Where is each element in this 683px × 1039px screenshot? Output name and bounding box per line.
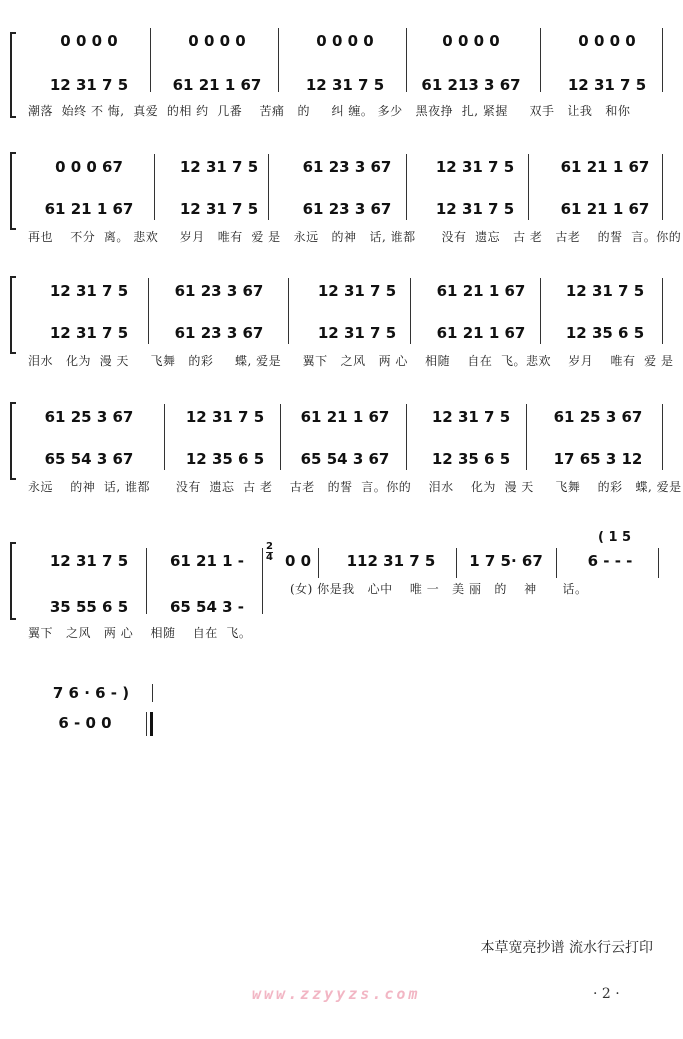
barline	[288, 278, 289, 344]
measure: 61 23 3 67	[174, 324, 264, 342]
lyrics-line: 翼下 之风 两 心 相随 自在 飞。	[28, 626, 252, 640]
measure: 12 31 7 5	[49, 324, 129, 342]
measure: 12 31 7 5	[49, 552, 129, 570]
barline	[662, 404, 663, 470]
measure: 0 0 0 0	[60, 32, 118, 50]
solo-lyrics: (女) 你是我 心中 唯 一 美 丽 的 神 话。	[290, 582, 588, 596]
system-brace	[10, 402, 16, 480]
barline	[280, 404, 281, 470]
barline	[528, 154, 529, 220]
measure: 0 0 0 67	[55, 158, 123, 176]
voice-lower	[20, 712, 170, 738]
barline	[662, 278, 663, 344]
measure: 6 - - -	[587, 552, 633, 570]
barline	[164, 404, 165, 470]
measure: 12 31 7 5	[49, 282, 129, 300]
barline	[658, 548, 659, 578]
measure: 12 31 7 5	[49, 76, 129, 94]
barline	[154, 154, 155, 220]
barline	[456, 548, 457, 578]
barline	[152, 684, 153, 702]
barline	[268, 154, 269, 220]
voice-upper	[20, 406, 660, 432]
barline	[146, 712, 147, 736]
voice-upper	[20, 682, 170, 708]
lyrics-line: 泪水 化为 漫 天 飞舞 的彩 蝶, 爱是 翼下 之风 两 心 相随 自在 飞。悲欢 岁月 唯有 爱 是	[28, 354, 674, 368]
measure: 61 21 1 67	[560, 200, 650, 218]
measure: 17 65 3 12	[553, 450, 643, 468]
measure: 61 25 3 67	[553, 408, 643, 426]
barline	[148, 278, 149, 344]
measure: 12 31 7 5	[317, 282, 397, 300]
measure: 61 21 1 67	[300, 408, 390, 426]
measure: 0 0	[284, 552, 312, 570]
measure: 65 54 3 -	[169, 598, 245, 616]
barline	[410, 278, 411, 344]
measure: 6 - 0 0	[58, 714, 112, 732]
measure: 61 213 3 67	[421, 76, 521, 94]
system-brace	[10, 152, 16, 230]
measure: 61 23 3 67	[302, 200, 392, 218]
final-barline	[150, 712, 153, 736]
measure: 12 31 7 5	[435, 200, 515, 218]
site-watermark: www.zzyyzs.com	[252, 985, 421, 1003]
transcription-credit: 本草宽亮抄谱 流水行云打印	[480, 940, 653, 956]
measure: 12 35 6 5	[565, 324, 645, 342]
measure: 112 31 7 5	[346, 552, 436, 570]
measure: 61 23 3 67	[302, 158, 392, 176]
measure: 12 31 7 5	[565, 282, 645, 300]
barline	[150, 28, 151, 92]
measure: 0 0 0 0	[188, 32, 246, 50]
measure: 61 21 1 67	[44, 200, 134, 218]
measure: 61 21 1 67	[560, 158, 650, 176]
lyrics-line: 再也 不分 离。 悲欢 岁月 唯有 爱 是 永远 的神 话, 谁都 没有 遗忘 古 老 古老 的誓 言。你的	[28, 230, 682, 244]
voice-upper	[20, 30, 660, 56]
voice-lower	[20, 74, 660, 100]
measure: 61 21 1 67	[172, 76, 262, 94]
measure: 1 7 5· 67	[469, 552, 543, 570]
barline	[526, 404, 527, 470]
system-brace	[10, 276, 16, 354]
time-signature: 2 4	[266, 541, 273, 563]
barline	[146, 548, 147, 614]
measure: 12 31 7 5	[431, 408, 511, 426]
voice-lower	[20, 448, 660, 474]
voice-upper	[20, 156, 660, 182]
measure: 65 54 3 67	[44, 450, 134, 468]
voice-upper	[20, 550, 260, 576]
measure: 12 35 6 5	[431, 450, 511, 468]
measure: 65 54 3 67	[300, 450, 390, 468]
barline	[406, 404, 407, 470]
voice-lower	[20, 322, 660, 348]
barline	[406, 28, 407, 92]
voice-lower	[20, 596, 260, 622]
measure: 12 31 7 5	[305, 76, 385, 94]
measure: 0 0 0 0	[578, 32, 636, 50]
measure: 12 31 7 5	[179, 200, 259, 218]
measure: 12 31 7 5	[435, 158, 515, 176]
lyrics-line: 永远 的神 话, 谁都 没有 遗忘 古 老 古老 的誓 言。你的 泪水 化为 漫 天 飞舞 的彩 蝶, 爱是	[28, 480, 682, 494]
barline	[262, 548, 263, 614]
measure: 0 0 0 0	[442, 32, 500, 50]
measure: 7 6 · 6 - )	[52, 684, 130, 702]
measure: 12 31 7 5	[185, 408, 265, 426]
measure: 61 23 3 67	[174, 282, 264, 300]
barline	[540, 278, 541, 344]
instrumental-top-line: ( 1 5	[598, 530, 632, 545]
voice-lower	[20, 198, 660, 224]
measure: 12 31 7 5	[567, 76, 647, 94]
measure: 12 31 7 5	[317, 324, 397, 342]
barline	[406, 154, 407, 220]
measure: 12 35 6 5	[185, 450, 265, 468]
page-number: · 2 ·	[593, 986, 620, 1002]
barline	[556, 548, 557, 578]
system-brace	[10, 542, 16, 620]
voice-solo	[278, 550, 668, 576]
measure: 12 31 7 5	[179, 158, 259, 176]
barline	[540, 28, 541, 92]
system-brace	[10, 32, 16, 118]
measure: 61 21 1 67	[436, 324, 526, 342]
barline	[278, 28, 279, 92]
voice-upper	[20, 280, 660, 306]
barline	[318, 548, 319, 578]
barline	[662, 154, 663, 220]
measure: 61 21 1 -	[169, 552, 245, 570]
measure: 0 0 0 0	[316, 32, 374, 50]
barline	[662, 28, 663, 92]
measure: 61 25 3 67	[44, 408, 134, 426]
lyrics-line: 潮落 始终 不 悔, 真爱 的相 约 几番 苦痛 的 纠 缠。 多少 黑夜挣 扎, 紧握 双手 让我 和你	[28, 104, 631, 118]
measure: 61 21 1 67	[436, 282, 526, 300]
measure: 35 55 6 5	[49, 598, 129, 616]
